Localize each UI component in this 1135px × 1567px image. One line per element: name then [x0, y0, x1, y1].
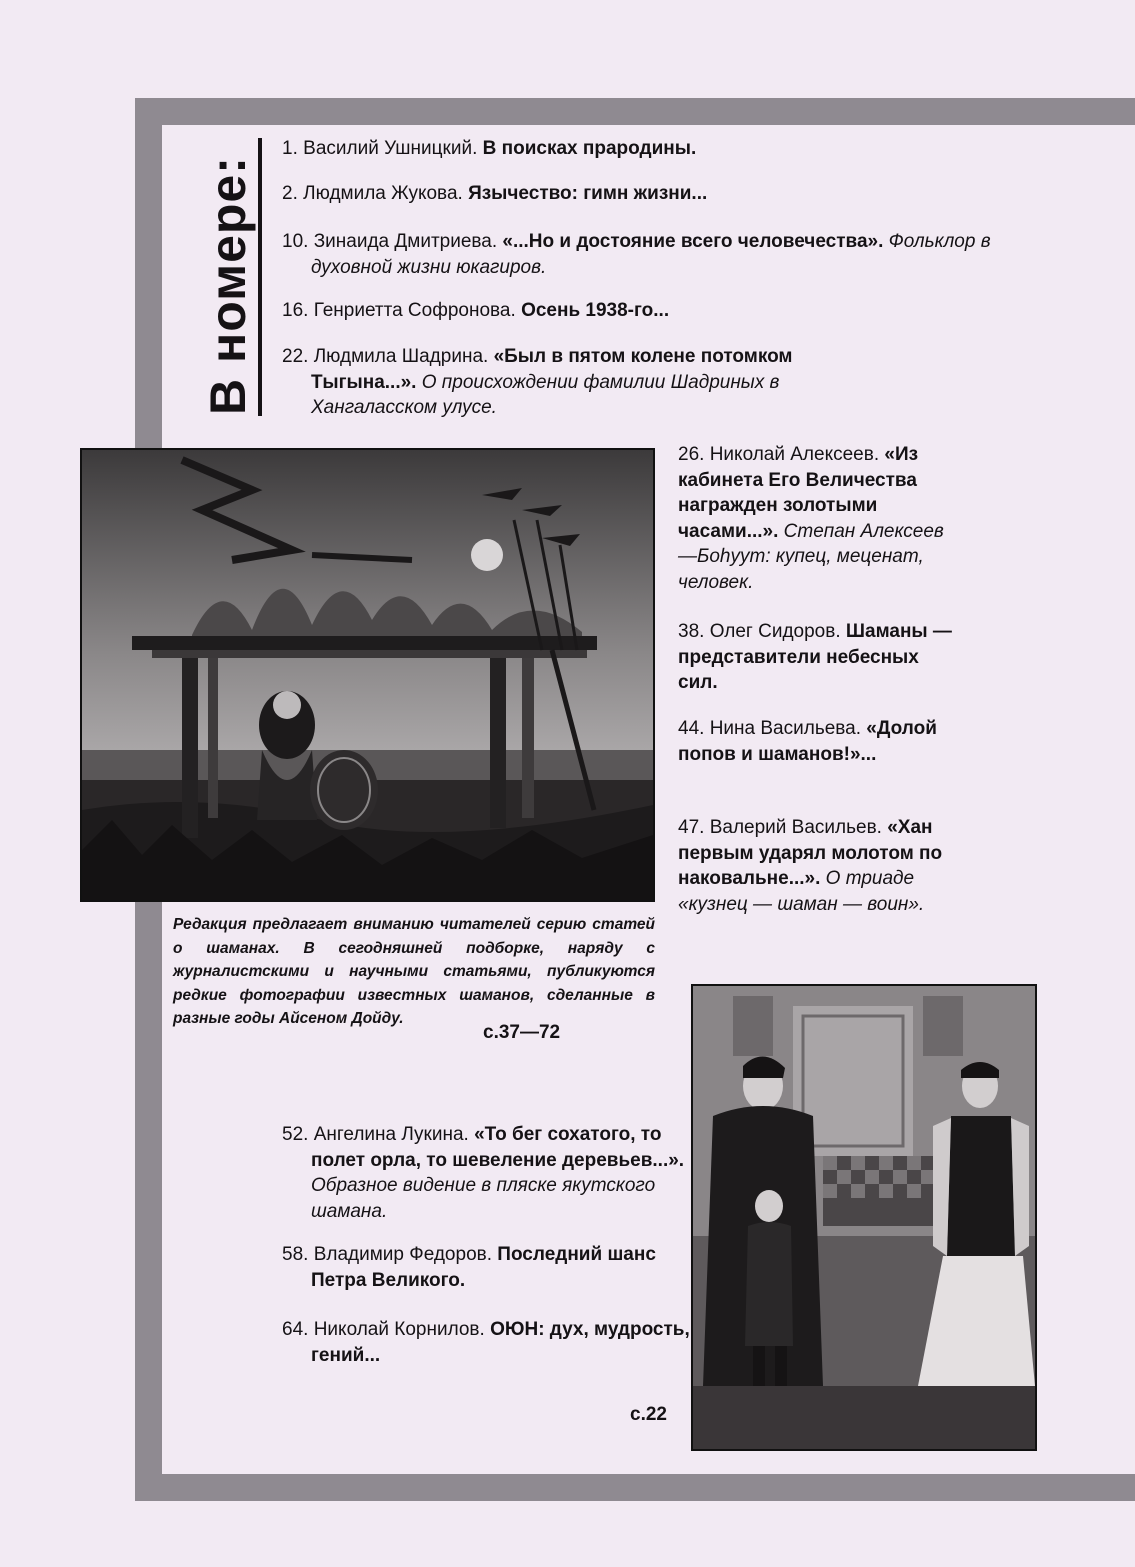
toc-entry-title: В поисках прародины.	[482, 138, 697, 159]
toc-entry-number: 52.	[282, 1124, 309, 1145]
toc-entry-subtitle: О триаде «кузнец — шаман — воин».	[678, 868, 925, 915]
toc-entry-number: 64.	[282, 1319, 309, 1340]
toc-entry-author: Нина Васильева.	[709, 718, 862, 739]
toc-entry-title: «То бег сохатого, то полет орла, то шевеление деревьев...».	[311, 1124, 685, 1171]
toc-entry-number: 2.	[282, 183, 298, 204]
shaman-painting-image	[80, 448, 655, 902]
toc-entry-number: 58.	[282, 1244, 309, 1265]
toc-entry-author: Людмила Шадрина.	[313, 346, 489, 367]
toc-entry-author: Олег Сидоров.	[709, 621, 841, 642]
toc-entry-author: Ангелина Лукина.	[313, 1124, 469, 1145]
toc-entry-author: Николай Алексеев.	[709, 444, 880, 465]
toc-entry[interactable]	[282, 229, 1011, 280]
toc-entry-author: Владимир Федоров.	[313, 1244, 493, 1265]
toc-entry-title: Язычество: гимн жизни...	[468, 183, 708, 204]
toc-entry-number: 38.	[678, 621, 705, 642]
toc-entry-subtitle: Степан Алексеев—Боһуут: купец, меценат, человек.	[678, 520, 944, 593]
toc-entry-number: 47.	[678, 817, 705, 838]
frame-top-band	[135, 98, 1135, 125]
toc-entry[interactable]	[282, 1242, 706, 1293]
toc-entry-title: «Был в пятом колене потомком Тыгына...».	[311, 346, 793, 393]
title-rule	[258, 138, 262, 416]
family-photograph-image	[691, 984, 1037, 1451]
toc-entry-subtitle: Фольклор в духовной жизни юкагиров.	[311, 231, 991, 278]
toc-entry-author: Генриетта Софронова.	[313, 300, 516, 321]
toc-entry[interactable]	[282, 1317, 691, 1368]
toc-entry-author: Василий Ушницкий.	[303, 138, 478, 159]
toc-entry-number: 26.	[678, 444, 705, 465]
feature-caption: Редакция предлагает вниманию читателей серию статей о шаманах. В сегодняшней подборке, наряду с журналистскими и научными статьями, публикуются редкие фотографии известных шаманов, сделанные в разные годы Айсеном Дойду.	[173, 916, 655, 1027]
toc-entry-number: 10.	[282, 231, 309, 252]
toc-entry[interactable]	[678, 716, 938, 767]
toc-entry-author: Зинаида Дмитриева.	[313, 231, 498, 252]
toc-entry[interactable]	[282, 298, 1031, 324]
toc-entry-number: 22.	[282, 346, 309, 367]
toc-entry[interactable]	[282, 136, 1031, 162]
toc-entry[interactable]	[678, 442, 953, 595]
toc-entry-number: 16.	[282, 300, 309, 321]
caption-page-ref: с.37—72	[483, 1022, 561, 1043]
toc-entry-title: «Хан первым ударял молотом по наковальне...».	[678, 817, 943, 889]
toc-entry-subtitle: О происхождении фамилии Шадриных в Хангаласском улусе.	[311, 371, 780, 418]
toc-entry-number: 1.	[282, 138, 298, 159]
toc-entry-author: Валерий Васильев.	[709, 817, 882, 838]
toc-entry-title: Шаманы — представители небесных сил.	[678, 621, 952, 693]
frame-bottom-band	[135, 1474, 1135, 1501]
toc-entry-title: Последний шанс Петра Великого.	[311, 1244, 656, 1291]
toc-entry-author: Николай Корнилов.	[313, 1319, 485, 1340]
toc-entry[interactable]	[282, 1122, 716, 1224]
toc-entry[interactable]	[678, 815, 953, 917]
toc-entry-title: «Долой попов и шаманов!»...	[678, 718, 937, 765]
toc-entry-number: 44.	[678, 718, 705, 739]
toc-entry-title: ОЮН: дух, мудрость, гений...	[311, 1319, 690, 1366]
toc-entry-title: Осень 1938-го...	[521, 300, 670, 321]
photo-page-ref: с.22	[630, 1404, 667, 1425]
toc-entry-title: «...Но и достояние всего человечества».	[502, 231, 884, 252]
toc-entry[interactable]	[282, 181, 1031, 207]
toc-entry[interactable]	[678, 619, 963, 696]
toc-entry-author: Людмила Жукова.	[303, 183, 463, 204]
page-title: В номере:	[200, 156, 256, 415]
toc-entry[interactable]	[282, 344, 881, 421]
toc-entry-title: «Из кабинета Его Величества награжден золотыми часами...».	[678, 444, 919, 542]
toc-entry-subtitle: Образное видение в пляске якутского шамана.	[311, 1175, 656, 1222]
